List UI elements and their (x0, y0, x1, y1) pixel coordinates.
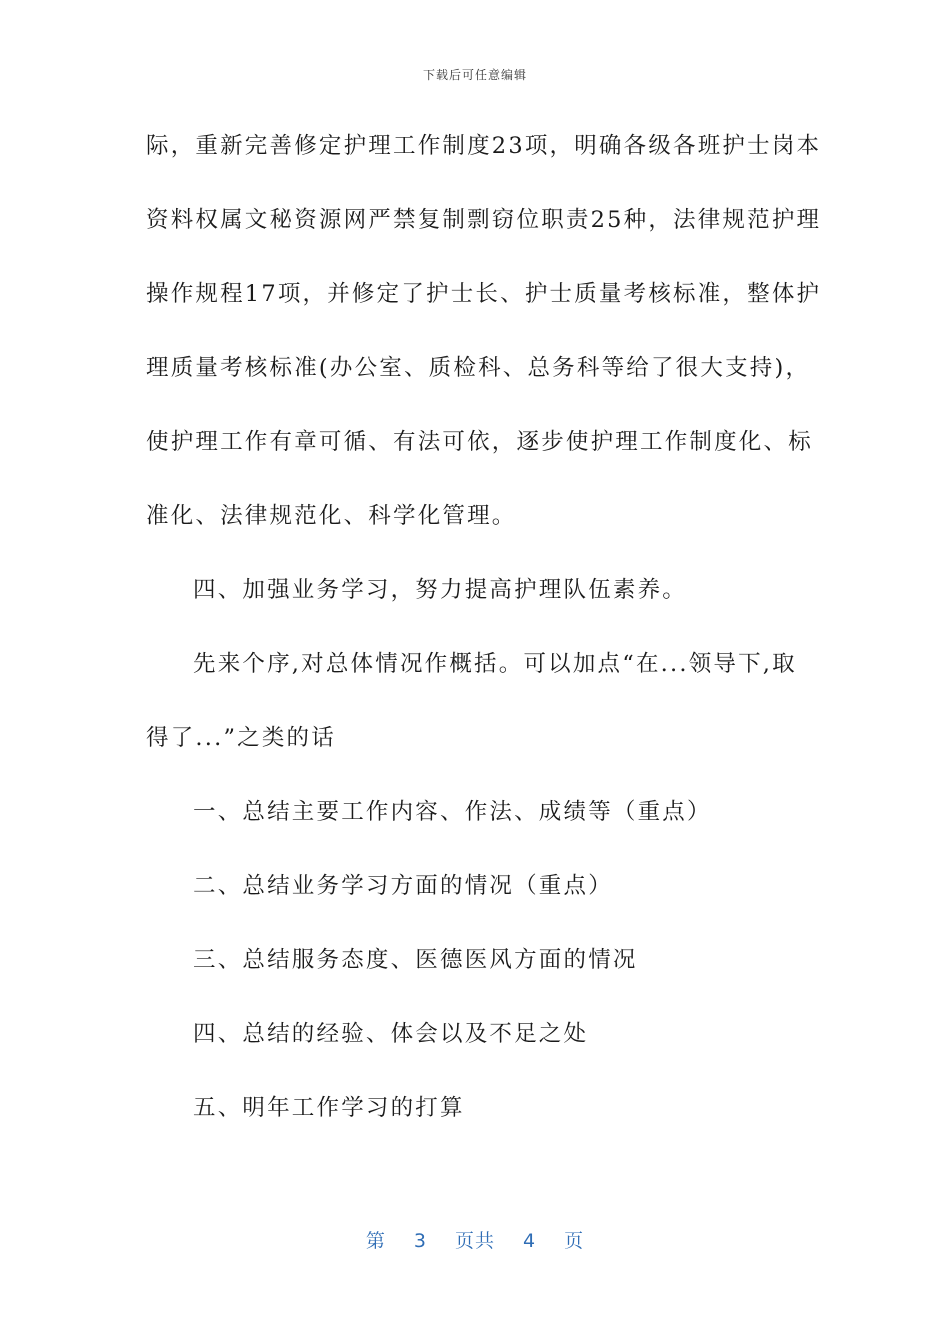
page-label-suffix: 页 (564, 1230, 585, 1252)
page-label-prefix: 第 (365, 1230, 386, 1252)
total-pages-number: 4 (523, 1230, 537, 1252)
page-label-middle: 页共 (454, 1230, 495, 1252)
list-item: 三、总结服务态度、医德医风方面的情况 (193, 947, 638, 973)
document-body (146, 126, 822, 1162)
list-item: 二、总结业务学习方面的情况（重点） (193, 873, 613, 899)
list-item: 五、明年工作学习的打算 (193, 1095, 465, 1121)
list-item: 一、总结主要工作内容、作法、成绩等（重点） (193, 799, 712, 825)
body-line: 理质量考核标准(办公室、质检科、总务科等给了很大支持)， (146, 355, 811, 381)
body-line: 先来个序,对总体情况作概括。可以加点“在...领导下,取 (193, 651, 797, 677)
page-footer (0, 1226, 950, 1253)
body-line: 操作规程17项，并修定了护士长、护士质量考核标准，整体护 (146, 281, 822, 307)
body-line: 使护理工作有章可循、有法可依，逐步使护理工作制度化、标 (146, 429, 813, 455)
section-heading: 四、加强业务学习，努力提高护理队伍素养。 (193, 577, 688, 603)
body-line: 准化、法律规范化、科学化管理。 (146, 503, 517, 529)
current-page-number: 3 (413, 1230, 427, 1252)
body-line: 资料权属文秘资源网严禁复制剽窃位职责25种，法律规范护理 (146, 207, 822, 233)
list-item: 四、总结的经验、体会以及不足之处 (193, 1021, 589, 1047)
header-note: 下载后可任意编辑 (422, 68, 527, 82)
body-line: 得了...”之类的话 (146, 725, 336, 751)
body-line: 际，重新完善修定护理工作制度23项，明确各级各班护士岗本 (146, 133, 822, 159)
